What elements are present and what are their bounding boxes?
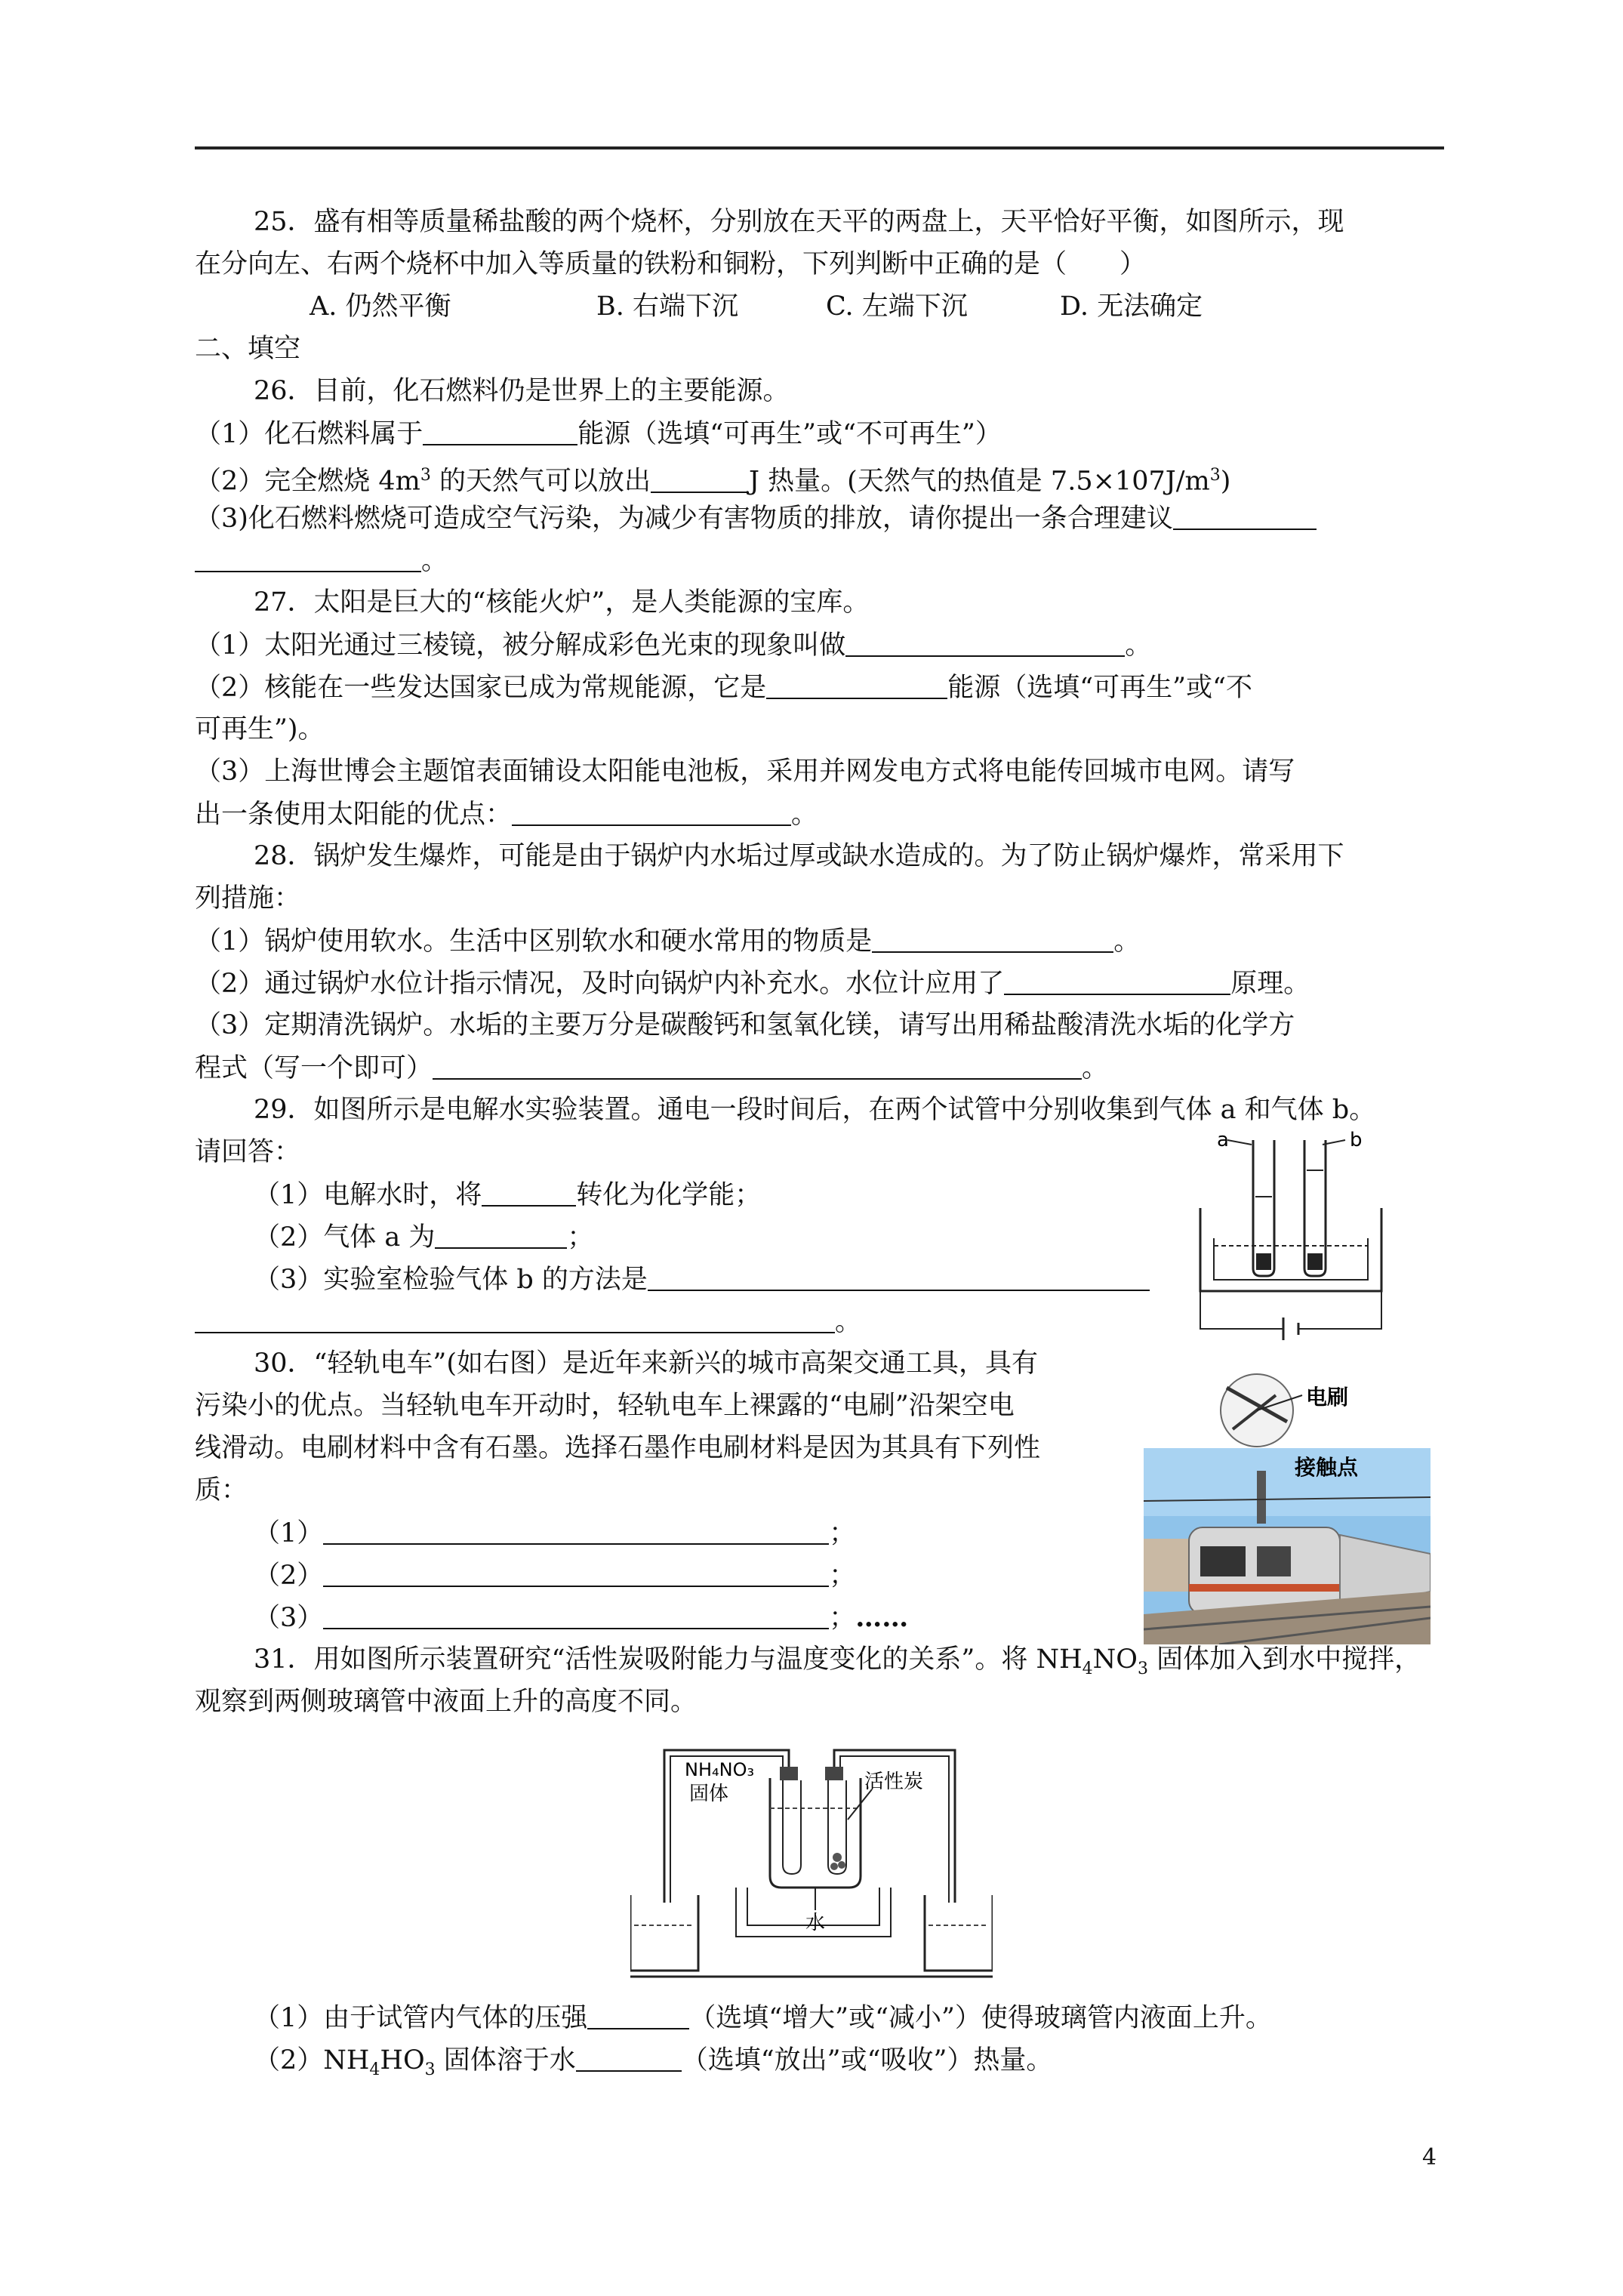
q28-part1 <box>195 924 1140 958</box>
q29-stem2: 请回答： <box>195 1137 301 1167</box>
q27-p3-blank[interactable] <box>512 797 791 826</box>
q31-p2-text: （2）NH <box>254 2045 370 2076</box>
gas-b-label: b <box>1350 1129 1363 1151</box>
q26-p1-text: （1）化石燃料属于 <box>195 419 423 449</box>
q29-p2-text: （2）气体 a 为 <box>254 1222 436 1253</box>
q31-part2 <box>254 2043 1052 2087</box>
q30-p2-semicolon: ； <box>829 1561 856 1591</box>
light-rail-photo <box>1144 1365 1431 1644</box>
q28-part2 <box>195 966 1310 1000</box>
q31-p2-text3: 固体溶于水 <box>435 2045 576 2076</box>
q28-p1-end: 。 <box>1113 926 1141 957</box>
nh4no3-label: NH₄NO₃ <box>685 1759 755 1780</box>
q29-part2 <box>254 1220 593 1254</box>
q29-stem1: 29．如图所示是电解水实验装置。通电一段时间后，在两个试管中分别收集到气体 a 和气体 b。 <box>254 1095 1376 1125</box>
activated-carbon-label: 活性炭 <box>864 1771 924 1793</box>
q26-p1-suffix: 能源（选填“可再生”或“不可再生”） <box>577 419 1002 449</box>
electrolysis-figure <box>1178 1125 1419 1344</box>
q29-p1-suffix: 转化为化学能； <box>576 1180 762 1210</box>
q26-p3-blank2[interactable] <box>195 544 421 572</box>
q25-option-c: C. 左端下沉 <box>826 291 968 322</box>
q28-stem1: 28．锅炉发生爆炸，可能是由于锅炉内水垢过厚或缺水造成的。为了防止锅炉爆炸，常采用下 <box>254 841 1344 871</box>
q29-p2-blank[interactable] <box>435 1220 567 1249</box>
water-label: 水 <box>805 1912 826 1934</box>
q30-part3 <box>254 1601 908 1635</box>
q26-p2-text4: ) <box>1220 466 1231 497</box>
q29-part1 <box>254 1178 761 1212</box>
q27-p3-end: 。 <box>791 800 818 830</box>
activated-carbon-apparatus <box>630 1737 993 1986</box>
q29-p3-end: 。 <box>835 1307 862 1337</box>
q25-option-a: A. 仍然平衡 <box>310 291 451 322</box>
q26-p2-text3: J 热量。(天然气的热值是 7.5×107J/m <box>749 466 1210 497</box>
q26-p2-blank[interactable] <box>651 464 749 493</box>
q27-p2-text: （2）核能在一些发达国家已成为常规能源，它是 <box>195 673 767 703</box>
q28-stem2: 列措施： <box>195 883 301 914</box>
q31-l1-text2: NO <box>1092 1644 1138 1675</box>
q28-p3-end: 。 <box>1082 1053 1109 1083</box>
page-number: 4 <box>1422 2144 1437 2171</box>
q25-option-d: D. 无法确定 <box>1060 291 1203 322</box>
q30-part1 <box>254 1516 855 1550</box>
q31-part1 <box>254 2001 1272 2035</box>
solid-label: 固体 <box>689 1783 729 1805</box>
section-heading: 二、填空 <box>195 334 301 364</box>
contact-point-label: 接触点 <box>1295 1455 1359 1480</box>
q31-p1-text: （1）由于试管内气体的压强 <box>254 2003 588 2033</box>
q29-p1-text: （1）电解水时，将 <box>254 1180 482 1210</box>
q30-line4: 质： <box>195 1475 248 1505</box>
q28-part3: （3）定期清洗锅炉。水垢的主要万分是碳酸钙和氢氧化镁，请写出用稀盐酸清洗水垢的化学方 <box>195 1010 1295 1040</box>
q31-p2-text2: HO <box>380 2045 425 2076</box>
q26-p2-sup: 3 <box>420 466 431 485</box>
q31-line1 <box>254 1643 1421 1686</box>
q29-p3-blank2[interactable] <box>195 1305 835 1333</box>
q27-p1-blank[interactable] <box>845 628 1125 657</box>
q29-p3-text: （3）实验室检验气体 b 的方法是 <box>254 1265 648 1295</box>
q30-line2: 污染小的优点。当轻轨电车开动时，轻轨电车上裸露的“电刷”沿架空电 <box>195 1391 1015 1421</box>
brush-label: 电刷 <box>1306 1385 1349 1410</box>
q26-part1 <box>195 417 1002 451</box>
q28-p1-text: （1）锅炉使用软水。生活中区别软水和硬水常用的物质是 <box>195 926 873 957</box>
q30-p2-blank[interactable] <box>323 1558 829 1587</box>
q31-line2: 观察到两侧玻璃管中液面上升的高度不同。 <box>195 1687 698 1717</box>
q28-p3-blank[interactable] <box>433 1051 1082 1080</box>
q27-part3: （3）上海世博会主题馆表面铺设太阳能电池板，采用并网发电方式将电能传回城市电网。请写 <box>195 757 1295 787</box>
q31-l1-sub1: 4 <box>1082 1660 1093 1678</box>
q31-p2-sub2: 3 <box>424 2060 436 2079</box>
q27-p2-suffix: 能源（选填“可再生”或“不 <box>947 673 1252 703</box>
q28-p2-end: 原理。 <box>1230 969 1310 999</box>
q31-p2-sub1: 4 <box>369 2060 380 2079</box>
q30-p2-label: （2） <box>254 1561 324 1591</box>
q31-p2-suffix: （选填“放出”或“吸收”）热量。 <box>681 2045 1053 2076</box>
q27-p3-text: 出一条使用太阳能的优点： <box>195 800 513 830</box>
q27-p1-text: （1）太阳光通过三棱镜，被分解成彩色光束的现象叫做 <box>195 630 846 661</box>
q29-part3 <box>254 1262 1150 1296</box>
q26-p2-sup2: 3 <box>1209 466 1221 485</box>
q26-p3-text: （3)化石燃料燃烧可造成空气污染，为减少有害物质的排放，请你提出一条合理建议 <box>195 504 1173 534</box>
gas-a-label: a <box>1217 1129 1229 1151</box>
q31-l1-text3: 固体加入到水中搅拌， <box>1147 1644 1421 1675</box>
q28-p1-blank[interactable] <box>872 924 1113 953</box>
q27-part1 <box>195 628 1151 662</box>
q26-stem: 26．目前，化石燃料仍是世界上的主要能源。 <box>254 376 790 406</box>
q31-p1-suffix: （选填“增大”或“减小”）使得玻璃管内液面上升。 <box>689 2003 1272 2033</box>
q26-p2-text: （2）完全燃烧 4m <box>195 466 420 497</box>
q27-stem: 27．太阳是巨大的“核能火炉”，是人类能源的宝库。 <box>254 587 870 618</box>
q25-line2: 在分向左、右两个烧杯中加入等质量的铁粉和铜粉，下列判断中正确的是（ ） <box>195 249 1147 279</box>
q29-p1-blank[interactable] <box>482 1178 576 1207</box>
q26-p2-text2: 的天然气可以放出 <box>430 466 651 497</box>
q30-p3-label: （3） <box>254 1603 324 1633</box>
q27-part2-cont: 可再生”)。 <box>195 714 325 744</box>
q27-p1-end: 。 <box>1125 630 1152 661</box>
q26-part2 <box>195 459 1230 498</box>
q29-p3-blank1[interactable] <box>648 1262 1150 1291</box>
q31-l1-sub2: 3 <box>1137 1660 1148 1678</box>
q27-part3-cont <box>195 797 818 831</box>
q26-part3-cont <box>195 544 448 578</box>
q31-l1-text: 31．用如图所示装置研究“活性炭吸附能力与温度变化的关系”。将 NH <box>254 1644 1083 1675</box>
q26-p1-blank[interactable] <box>423 417 577 445</box>
q30-p3-semicolon: ； <box>829 1603 856 1633</box>
q30-p3-blank[interactable] <box>323 1601 829 1629</box>
q31-p2-blank[interactable] <box>576 2043 682 2072</box>
q28-p3-text: 程式（写一个即可） <box>195 1053 433 1083</box>
q26-p3-end: 。 <box>421 546 448 576</box>
q31-p1-blank[interactable] <box>587 2001 689 2029</box>
q26-part3 <box>195 501 1317 535</box>
q30-line3: 线滑动。电刷材料中含有石墨。选择石墨作电刷材料是因为其具有下列性 <box>195 1433 1041 1463</box>
q25-option-b: B. 右端下沉 <box>596 291 738 322</box>
q28-p2-text: （2）通过锅炉水位计指示情况，及时向锅炉内补充水。水位计应用了 <box>195 969 1005 999</box>
q30-part2 <box>254 1558 855 1592</box>
q29-p2-end: ； <box>567 1222 594 1253</box>
header-rule <box>195 146 1444 149</box>
q27-p2-blank[interactable] <box>766 670 947 699</box>
q30-line1: 30．“轻轨电车”(如右图）是近年来新兴的城市高架交通工具，具有 <box>254 1348 1038 1379</box>
q29-part3-cont <box>195 1305 861 1339</box>
q30-p1-semicolon: ； <box>829 1518 856 1549</box>
q26-p3-blank1[interactable] <box>1173 501 1317 530</box>
q28-p2-blank[interactable] <box>1004 966 1230 995</box>
q25-line1: 25．盛有相等质量稀盐酸的两个烧杯，分别放在天平的两盘上，天平恰好平衡，如图所示，现 <box>254 207 1344 237</box>
q30-p1-label: （1） <box>254 1518 324 1549</box>
q28-part3-cont <box>195 1051 1108 1085</box>
q30-ellipsis: …… <box>855 1602 909 1633</box>
q30-p1-blank[interactable] <box>323 1516 829 1545</box>
q27-part2 <box>195 670 1252 704</box>
